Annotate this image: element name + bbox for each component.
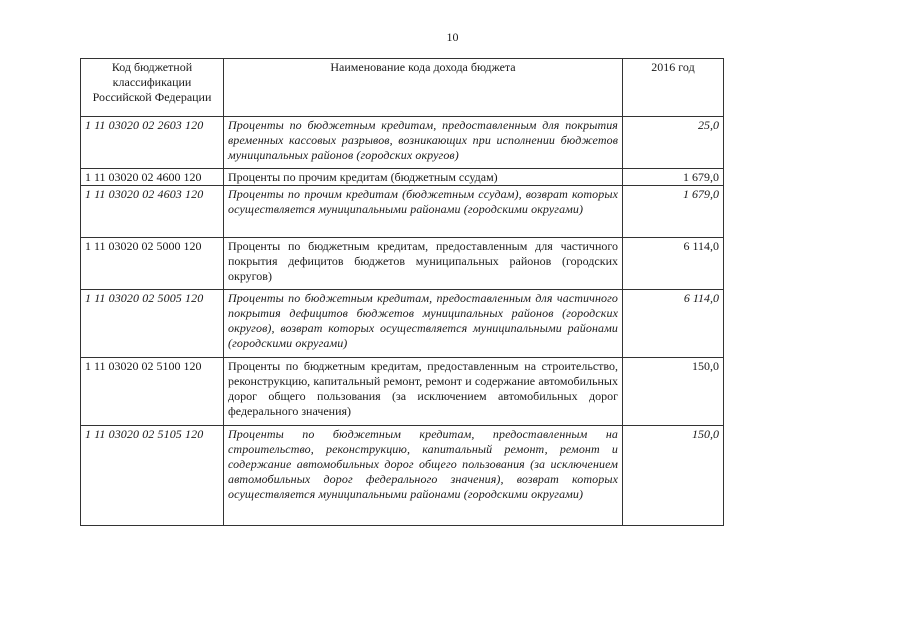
table-row [81, 238, 724, 290]
table-header-row [81, 59, 724, 117]
row-name: Проценты по бюджетным кредитам, предоставленным на строительство, реконструкцию, капитальный ремонт, ремонт и содержание автомобильных дорог общего пользования (за исключением автомобильных дорог федерального значения), возврат которых осуществляется муниципальными районами (городскими округами) [224, 426, 623, 526]
row-name: Проценты по бюджетным кредитам, предоставленным для покрытия временных кассовых разрывов, возникающих при исполнении бюджетов муниципальных районов (городских округов) [224, 117, 623, 169]
row-value: 6 114,0 [623, 290, 724, 358]
budget-income-table [80, 58, 724, 526]
table-row [81, 426, 724, 526]
table-row [81, 358, 724, 426]
row-name: Проценты по бюджетным кредитам, предоставленным для частичного покрытия дефицитов бюджетов муниципальных районов (городских округов), возврат которых осуществляется муниципальными районами (городскими округами) [224, 290, 623, 358]
header-year: 2016 год [623, 59, 724, 117]
table-row [81, 186, 724, 238]
table-row [81, 117, 724, 169]
row-code: 1 11 03020 02 5100 120 [81, 358, 224, 426]
page-number: 10 [446, 30, 459, 44]
row-code: 1 11 03020 02 4600 120 [81, 169, 224, 186]
row-value: 150,0 [623, 358, 724, 426]
row-value: 25,0 [623, 117, 724, 169]
row-name: Проценты по прочим кредитам (бюджетным ссудам) [224, 169, 623, 186]
row-value: 1 679,0 [623, 169, 724, 186]
header-code: Код бюджетной классификации Российской Федерации [81, 59, 224, 117]
row-code: 1 11 03020 02 5000 120 [81, 238, 224, 290]
row-code: 1 11 03020 02 5105 120 [81, 426, 224, 526]
row-code: 1 11 03020 02 2603 120 [81, 117, 224, 169]
row-name: Проценты по бюджетным кредитам, предоставленным для частичного покрытия дефицитов бюджетов муниципальных районов (городских округов) [224, 238, 623, 290]
row-name: Проценты по бюджетным кредитам, предоставленным на строительство, реконструкцию, капитальный ремонт, ремонт и содержание автомобильных дорог общего пользования (за исключением автомобильных дорог федерального значения) [224, 358, 623, 426]
table-row [81, 169, 724, 186]
row-name: Проценты по прочим кредитам (бюджетным ссудам), возврат которых осуществляется муниципальными районами (городскими округами) [224, 186, 623, 238]
row-code: 1 11 03020 02 5005 120 [81, 290, 224, 358]
table-row [81, 290, 724, 358]
row-value: 150,0 [623, 426, 724, 526]
row-code: 1 11 03020 02 4603 120 [81, 186, 224, 238]
row-value: 1 679,0 [623, 186, 724, 238]
header-name: Наименование кода дохода бюджета [224, 59, 623, 117]
row-value: 6 114,0 [623, 238, 724, 290]
